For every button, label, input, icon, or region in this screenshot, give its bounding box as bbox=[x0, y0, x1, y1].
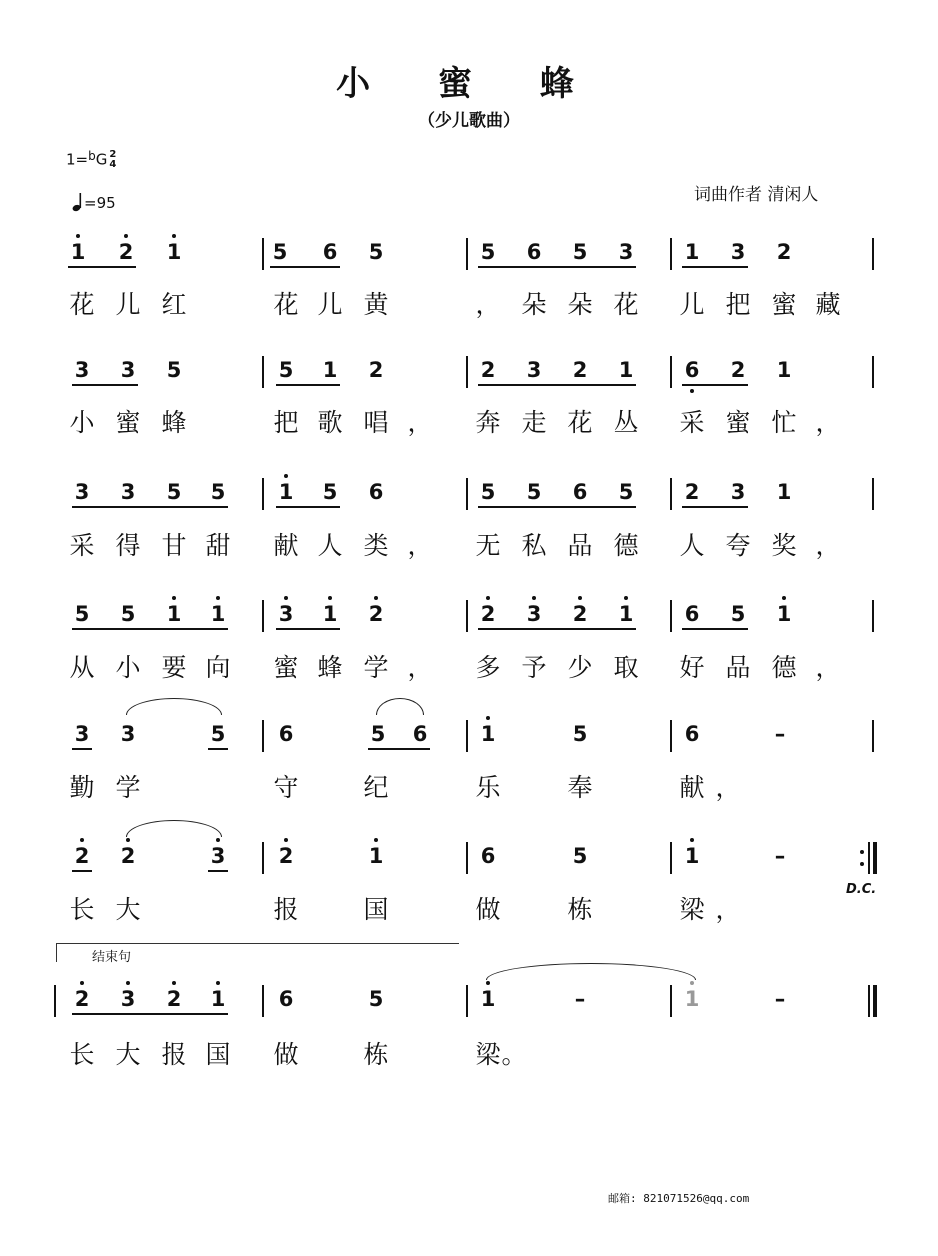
high-octave-dot bbox=[172, 234, 176, 238]
jianpu-note: – bbox=[774, 844, 786, 868]
repeat-bar-thin bbox=[868, 842, 870, 874]
bar-line bbox=[466, 238, 468, 270]
jianpu-note: 3 bbox=[730, 480, 746, 504]
low-octave-dot bbox=[690, 389, 694, 393]
jianpu-note: 2 bbox=[572, 602, 588, 626]
bar-line bbox=[262, 238, 264, 270]
lyric-char: 从 bbox=[69, 653, 95, 682]
lyric-char: 献 bbox=[273, 531, 299, 560]
high-octave-dot bbox=[284, 838, 288, 842]
note-underline bbox=[72, 506, 228, 508]
da-capo-mark: D.C. bbox=[846, 882, 877, 897]
note-underline bbox=[72, 870, 92, 872]
note-underline bbox=[478, 506, 636, 508]
jianpu-note: 5 bbox=[272, 240, 288, 264]
high-octave-dot bbox=[782, 596, 786, 600]
bar-line bbox=[262, 600, 264, 632]
lyric-char: 朵 bbox=[567, 290, 593, 319]
lyric-char: 黄 bbox=[363, 290, 389, 319]
lyric-char: 丛 bbox=[613, 408, 639, 437]
jianpu-note: 5 bbox=[370, 722, 386, 746]
jianpu-note: – bbox=[774, 987, 786, 1011]
tempo-marking bbox=[72, 192, 116, 212]
note-underline bbox=[682, 506, 748, 508]
lyric-char: 学 bbox=[363, 653, 389, 682]
song-subtitle: （少儿歌曲） bbox=[418, 111, 520, 131]
jianpu-note: 2 bbox=[74, 844, 90, 868]
lyric-char: 花 bbox=[567, 408, 593, 437]
tie-arc bbox=[126, 820, 222, 837]
lyric-char: 奉 bbox=[567, 773, 593, 802]
high-octave-dot bbox=[172, 596, 176, 600]
lyric-char: 向 bbox=[205, 653, 231, 682]
lyric-char: 大 bbox=[115, 895, 141, 924]
lyric-char: 儿 bbox=[115, 290, 141, 319]
lyric-char: 把 bbox=[273, 408, 299, 437]
note-underline bbox=[478, 384, 636, 386]
lyric-char: 蜜 bbox=[725, 408, 751, 437]
lyric-char: 报 bbox=[161, 1040, 187, 1069]
lyric-char: 私 bbox=[521, 531, 547, 560]
jianpu-note: 1 bbox=[278, 480, 294, 504]
note-underline bbox=[276, 628, 340, 630]
lyric-char: 蜜 bbox=[771, 290, 797, 319]
note-underline bbox=[276, 384, 340, 386]
lyric-char: 奖 bbox=[771, 531, 797, 560]
jianpu-note: – bbox=[574, 987, 586, 1011]
jianpu-note: 1 bbox=[166, 240, 182, 264]
note-underline bbox=[270, 266, 340, 268]
bar-line bbox=[262, 720, 264, 752]
jianpu-note: 2 bbox=[684, 480, 700, 504]
lyric-char: 长 bbox=[69, 895, 95, 924]
bar-line bbox=[262, 985, 264, 1017]
lyric-char: ， bbox=[407, 531, 433, 560]
lyric-char: 甘 bbox=[161, 531, 187, 560]
high-octave-dot bbox=[284, 596, 288, 600]
jianpu-note: 1 bbox=[210, 987, 226, 1011]
jianpu-note: 5 bbox=[480, 240, 496, 264]
lyric-char: 栋 bbox=[363, 1040, 389, 1069]
jianpu-note: 2 bbox=[480, 358, 496, 382]
jianpu-note: 3 bbox=[618, 240, 634, 264]
note-underline bbox=[72, 384, 138, 386]
jianpu-note: 1 bbox=[684, 844, 700, 868]
jianpu-note: 3 bbox=[526, 358, 542, 382]
lyric-char: 勤 bbox=[69, 773, 95, 802]
jianpu-note: 3 bbox=[120, 722, 136, 746]
jianpu-note: 2 bbox=[572, 358, 588, 382]
high-octave-dot bbox=[374, 838, 378, 842]
note-underline bbox=[368, 748, 430, 750]
jianpu-note: 5 bbox=[526, 480, 542, 504]
high-octave-dot bbox=[126, 981, 130, 985]
lyric-char: ， bbox=[815, 408, 841, 437]
ending-label: 结束句 bbox=[92, 950, 132, 965]
high-octave-dot bbox=[76, 234, 80, 238]
quarter-note-icon bbox=[72, 192, 84, 212]
lyric-char: 乐 bbox=[475, 773, 501, 802]
jianpu-note: 1 bbox=[166, 602, 182, 626]
lyric-char: 多 bbox=[475, 653, 501, 682]
repeat-bar-thick bbox=[873, 842, 877, 874]
lyric-char: 大 bbox=[115, 1040, 141, 1069]
jianpu-note: 5 bbox=[166, 358, 182, 382]
lyric-char: 要 bbox=[161, 653, 187, 682]
jianpu-note: 5 bbox=[210, 722, 226, 746]
high-octave-dot bbox=[80, 838, 84, 842]
bar-line bbox=[262, 478, 264, 510]
jianpu-note: 1 bbox=[776, 480, 792, 504]
high-octave-dot bbox=[690, 981, 694, 985]
bar-line bbox=[670, 238, 672, 270]
lyric-char: 纪 bbox=[363, 773, 389, 802]
jianpu-note: 2 bbox=[776, 240, 792, 264]
note-underline bbox=[276, 506, 340, 508]
high-octave-dot bbox=[486, 981, 490, 985]
lyric-char: 藏 bbox=[815, 290, 841, 319]
jianpu-note: 3 bbox=[210, 844, 226, 868]
lyric-char: 小 bbox=[115, 653, 141, 682]
jianpu-note: 5 bbox=[572, 722, 588, 746]
jianpu-note: 6 bbox=[684, 602, 700, 626]
lyric-char: 采 bbox=[679, 408, 705, 437]
repeat-dot bbox=[860, 862, 864, 866]
tempo-value: =95 bbox=[84, 194, 116, 212]
note-underline bbox=[682, 266, 748, 268]
bar-line bbox=[670, 356, 672, 388]
bar-line bbox=[262, 356, 264, 388]
jianpu-note: 1 bbox=[210, 602, 226, 626]
jianpu-note: 3 bbox=[526, 602, 542, 626]
note-underline bbox=[72, 748, 92, 750]
lyric-char: 蜜 bbox=[115, 408, 141, 437]
jianpu-note: – bbox=[774, 722, 786, 746]
high-octave-dot bbox=[216, 981, 220, 985]
key-note: G bbox=[95, 150, 108, 169]
jianpu-note: 3 bbox=[278, 602, 294, 626]
jianpu-note: 2 bbox=[74, 987, 90, 1011]
high-octave-dot bbox=[216, 838, 220, 842]
bar-line bbox=[466, 478, 468, 510]
lyric-char: 蜜 bbox=[273, 653, 299, 682]
lyric-char: 花 bbox=[273, 290, 299, 319]
jianpu-note: 2 bbox=[278, 844, 294, 868]
lyric-char: 儿 bbox=[317, 290, 343, 319]
jianpu-note: 1 bbox=[322, 602, 338, 626]
lyric-char: 唱 bbox=[363, 408, 389, 437]
bar-line bbox=[670, 985, 672, 1017]
lyric-char: 甜 bbox=[205, 531, 231, 560]
composer-credit: 词曲作者 清闲人 bbox=[694, 185, 819, 205]
song-title: 小 蜜 蜂 bbox=[336, 64, 602, 104]
tie-arc bbox=[486, 963, 696, 980]
note-underline bbox=[682, 628, 748, 630]
lyric-char: 红 bbox=[161, 290, 187, 319]
jianpu-note: 1 bbox=[684, 987, 700, 1011]
high-octave-dot bbox=[328, 596, 332, 600]
high-octave-dot bbox=[690, 838, 694, 842]
jianpu-note: 2 bbox=[730, 358, 746, 382]
lyric-char: ， bbox=[715, 773, 741, 802]
jianpu-note: 2 bbox=[166, 987, 182, 1011]
lyric-char: 栋 bbox=[567, 895, 593, 924]
jianpu-note: 2 bbox=[480, 602, 496, 626]
tie-arc bbox=[126, 698, 222, 715]
lyric-char: 德 bbox=[771, 653, 797, 682]
lyric-char: ， bbox=[407, 653, 433, 682]
lyric-char: 忙 bbox=[771, 408, 797, 437]
lyric-char: 国 bbox=[205, 1040, 231, 1069]
note-underline bbox=[72, 1013, 228, 1015]
jianpu-note: 6 bbox=[278, 722, 294, 746]
jianpu-note: 3 bbox=[120, 358, 136, 382]
lyric-char: 报 bbox=[273, 895, 299, 924]
jianpu-note: 5 bbox=[730, 602, 746, 626]
lyric-char: 歌 bbox=[317, 408, 343, 437]
jianpu-note: 1 bbox=[776, 358, 792, 382]
jianpu-note: 5 bbox=[368, 240, 384, 264]
flat-sign: b bbox=[88, 148, 96, 163]
lyric-char: 儿 bbox=[679, 290, 705, 319]
bar-line bbox=[54, 985, 56, 1017]
lyric-char: 小 bbox=[69, 408, 95, 437]
jianpu-note: 3 bbox=[74, 358, 90, 382]
tie-arc bbox=[376, 698, 424, 715]
bar-line bbox=[670, 478, 672, 510]
lyric-char: 长 bbox=[69, 1040, 95, 1069]
lyric-char: 做 bbox=[475, 895, 501, 924]
lyric-char: 予 bbox=[521, 653, 547, 682]
lyric-char: ， bbox=[815, 653, 841, 682]
high-octave-dot bbox=[80, 981, 84, 985]
lyric-char: 德 bbox=[613, 531, 639, 560]
jianpu-note: 1 bbox=[322, 358, 338, 382]
jianpu-note: 5 bbox=[210, 480, 226, 504]
jianpu-note: 6 bbox=[278, 987, 294, 1011]
jianpu-note: 1 bbox=[480, 987, 496, 1011]
lyric-char: 国 bbox=[363, 895, 389, 924]
time-bottom: 4 bbox=[109, 159, 117, 170]
key-signature bbox=[66, 150, 116, 170]
bar-line bbox=[466, 720, 468, 752]
jianpu-note: 5 bbox=[278, 358, 294, 382]
lyric-char: 走 bbox=[521, 408, 547, 437]
jianpu-note: 3 bbox=[120, 480, 136, 504]
jianpu-note: 1 bbox=[618, 602, 634, 626]
jianpu-note: 3 bbox=[74, 722, 90, 746]
key-prefix: 1= bbox=[66, 150, 89, 169]
jianpu-note: 6 bbox=[684, 722, 700, 746]
jianpu-note: 1 bbox=[368, 844, 384, 868]
bar-line bbox=[872, 720, 874, 752]
note-underline bbox=[208, 870, 228, 872]
bar-line bbox=[466, 600, 468, 632]
bar-line bbox=[670, 600, 672, 632]
jianpu-note: 2 bbox=[118, 240, 134, 264]
bar-line bbox=[466, 356, 468, 388]
jianpu-note: 3 bbox=[74, 480, 90, 504]
bar-line bbox=[466, 842, 468, 874]
jianpu-note: 6 bbox=[526, 240, 542, 264]
lyric-char: 花 bbox=[613, 290, 639, 319]
jianpu-note: 6 bbox=[572, 480, 588, 504]
lyric-char: ， bbox=[475, 290, 501, 319]
jianpu-note: 6 bbox=[684, 358, 700, 382]
lyric-char: 把 bbox=[725, 290, 751, 319]
high-octave-dot bbox=[624, 596, 628, 600]
contact-email: 邮箱: 821071526@qq.com bbox=[608, 1192, 750, 1205]
lyric-char: 人 bbox=[679, 531, 705, 560]
bar-line bbox=[872, 600, 874, 632]
high-octave-dot bbox=[126, 838, 130, 842]
jianpu-note: 1 bbox=[480, 722, 496, 746]
lyric-char: ， bbox=[815, 531, 841, 560]
note-underline bbox=[682, 384, 748, 386]
repeat-dot bbox=[860, 850, 864, 854]
high-octave-dot bbox=[124, 234, 128, 238]
bar-line bbox=[872, 356, 874, 388]
high-octave-dot bbox=[486, 596, 490, 600]
high-octave-dot bbox=[486, 716, 490, 720]
bar-line bbox=[670, 720, 672, 752]
jianpu-note: 5 bbox=[618, 480, 634, 504]
jianpu-note: 1 bbox=[684, 240, 700, 264]
lyric-char: 采 bbox=[69, 531, 95, 560]
jianpu-note: 1 bbox=[70, 240, 86, 264]
note-underline bbox=[478, 266, 636, 268]
note-underline bbox=[72, 628, 228, 630]
jianpu-note: 6 bbox=[480, 844, 496, 868]
final-bar-thick bbox=[873, 985, 877, 1017]
high-octave-dot bbox=[216, 596, 220, 600]
jianpu-note: 5 bbox=[572, 240, 588, 264]
high-octave-dot bbox=[374, 596, 378, 600]
final-bar-thin bbox=[868, 985, 870, 1017]
high-octave-dot bbox=[532, 596, 536, 600]
lyric-char: 类 bbox=[363, 531, 389, 560]
lyric-char: 做 bbox=[273, 1040, 299, 1069]
jianpu-note: 1 bbox=[618, 358, 634, 382]
lyric-char: 。 bbox=[501, 1040, 527, 1069]
lyric-char: 朵 bbox=[521, 290, 547, 319]
lyric-char: 守 bbox=[273, 773, 299, 802]
bar-line bbox=[262, 842, 264, 874]
lyric-char: 夸 bbox=[725, 531, 751, 560]
lyric-char: 人 bbox=[317, 531, 343, 560]
lyric-char: 蜂 bbox=[161, 408, 187, 437]
bar-line bbox=[872, 238, 874, 270]
lyric-char: 无 bbox=[475, 531, 501, 560]
jianpu-note: 5 bbox=[368, 987, 384, 1011]
lyric-char: 蜂 bbox=[317, 653, 343, 682]
lyric-char: ， bbox=[407, 408, 433, 437]
lyric-char: ， bbox=[715, 895, 741, 924]
note-underline bbox=[478, 628, 636, 630]
jianpu-note: 5 bbox=[480, 480, 496, 504]
jianpu-note: 5 bbox=[74, 602, 90, 626]
jianpu-note: 6 bbox=[412, 722, 428, 746]
lyric-char: 花 bbox=[69, 290, 95, 319]
jianpu-note: 5 bbox=[322, 480, 338, 504]
lyric-char: 梁 bbox=[679, 895, 705, 924]
jianpu-note: 5 bbox=[572, 844, 588, 868]
lyric-char: 献 bbox=[679, 773, 705, 802]
lyric-char: 少 bbox=[567, 653, 593, 682]
bar-line bbox=[872, 478, 874, 510]
time-signature bbox=[109, 150, 116, 170]
lyric-char: 得 bbox=[115, 531, 141, 560]
high-octave-dot bbox=[172, 981, 176, 985]
bar-line bbox=[670, 842, 672, 874]
note-underline bbox=[68, 266, 136, 268]
jianpu-note: 2 bbox=[368, 358, 384, 382]
jianpu-note: 6 bbox=[322, 240, 338, 264]
lyric-char: 取 bbox=[613, 653, 639, 682]
jianpu-note: 2 bbox=[368, 602, 384, 626]
note-underline bbox=[208, 748, 228, 750]
jianpu-note: 6 bbox=[368, 480, 384, 504]
jianpu-note: 1 bbox=[776, 602, 792, 626]
lyric-char: 梁 bbox=[475, 1040, 501, 1069]
jianpu-note: 5 bbox=[120, 602, 136, 626]
jianpu-note: 5 bbox=[166, 480, 182, 504]
bar-line bbox=[466, 985, 468, 1017]
jianpu-note: 3 bbox=[120, 987, 136, 1011]
lyric-char: 学 bbox=[115, 773, 141, 802]
lyric-char: 好 bbox=[679, 653, 705, 682]
lyric-char: 品 bbox=[725, 653, 751, 682]
jianpu-note: 3 bbox=[730, 240, 746, 264]
jianpu-note: 2 bbox=[120, 844, 136, 868]
high-octave-dot bbox=[578, 596, 582, 600]
high-octave-dot bbox=[284, 474, 288, 478]
lyric-char: 品 bbox=[567, 531, 593, 560]
time-top: 2 bbox=[109, 149, 117, 160]
lyric-char: 奔 bbox=[475, 408, 501, 437]
